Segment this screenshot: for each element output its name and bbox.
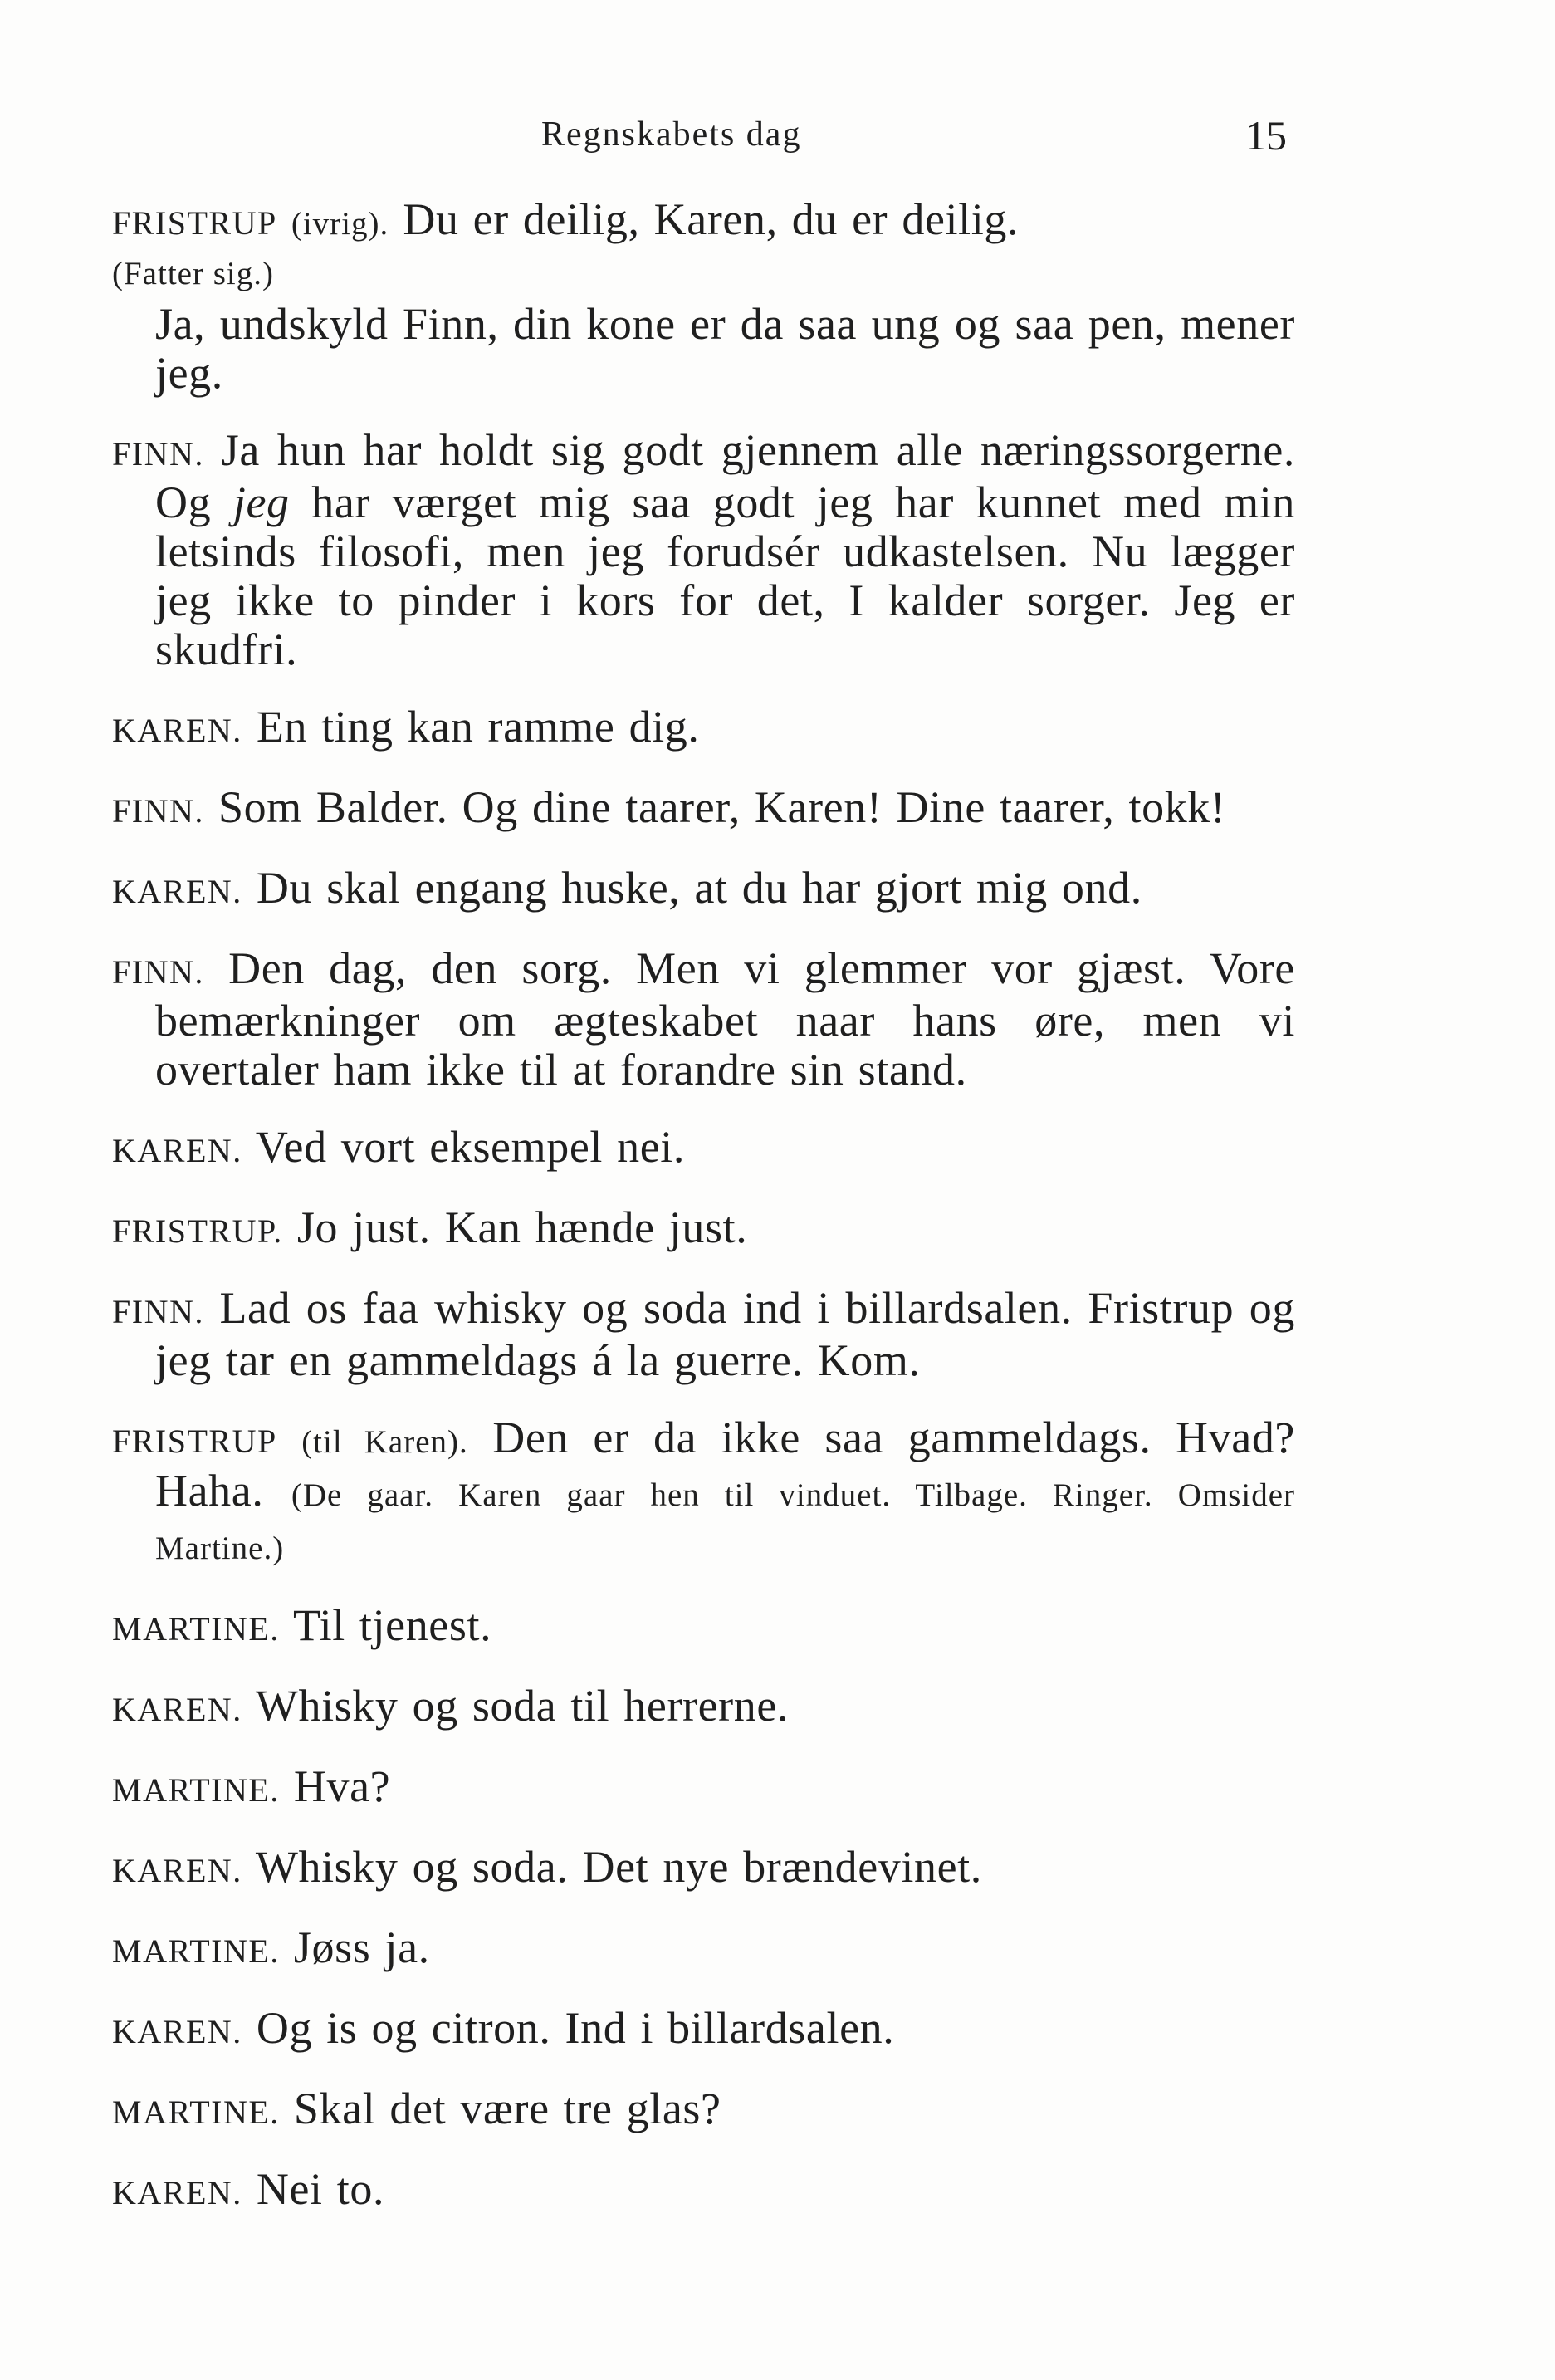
dialogue-text: Nei to. bbox=[256, 2164, 385, 2214]
dialogue-text: Whisky og soda til herrerne. bbox=[255, 1681, 790, 1731]
speaker-name: KAREN. bbox=[112, 2013, 242, 2050]
dialogue-line bbox=[112, 1682, 1295, 1734]
dialogue-text: Lad os faa whisky og soda ind i billardsalen. Fristrup og jeg tar en gammeldags á la guerre. Kom. bbox=[155, 1283, 1295, 1385]
dialogue-line bbox=[112, 1413, 1295, 1573]
speaker-name: FINN. bbox=[112, 1293, 204, 1330]
page-number: 15 bbox=[1245, 112, 1287, 159]
page-body bbox=[112, 195, 1295, 2217]
dialogue-line bbox=[112, 2084, 1295, 2137]
stage-direction: (De gaar. Karen gaar hen til vinduet. Tilbage. Ringer. Omsider Martine.) bbox=[155, 1477, 1296, 1566]
dialogue-line bbox=[112, 944, 1295, 1095]
speaker-name: FRISTRUP bbox=[112, 1423, 277, 1460]
dialogue-line bbox=[112, 2004, 1295, 2056]
dialogue-text: Whisky og soda. Det nye brændevinet. bbox=[255, 1842, 982, 1892]
speaker-name: FRISTRUP bbox=[112, 204, 277, 242]
emphasized-word: jeg bbox=[232, 477, 290, 527]
dialogue-text: har værget mig saa godt jeg har kunnet med min letsinds filosofi, men jeg forudsér udkastelsen. Nu lægger jeg ikke to pinder i kors for det, I kalder sorger. Jeg er skudfri. bbox=[155, 477, 1295, 674]
stage-direction: (til Karen). bbox=[301, 1424, 468, 1460]
speaker-name: MARTINE. bbox=[112, 1932, 280, 1970]
speaker-name: MARTINE. bbox=[112, 1610, 280, 1648]
dialogue-text: Du skal engang huske, at du har gjort mig ond. bbox=[256, 863, 1142, 913]
speaker-name: FRISTRUP. bbox=[112, 1212, 283, 1250]
dialogue-line bbox=[112, 195, 1295, 248]
dialogue-line bbox=[112, 426, 1295, 674]
stage-direction: (Fatter sig.) bbox=[112, 256, 274, 291]
dialogue-line bbox=[112, 864, 1295, 916]
dialogue-line bbox=[112, 1123, 1295, 1175]
speaker-name: FINN. bbox=[112, 435, 204, 473]
speaker-name: MARTINE. bbox=[112, 2094, 280, 2131]
dialogue-text: Og is og citron. Ind i billardsalen. bbox=[256, 2003, 895, 2053]
page-header bbox=[0, 112, 1555, 164]
dialogue-line bbox=[112, 2165, 1295, 2217]
dialogue-continuation: Ja, undskyld Finn, din kone er da saa ung og saa pen, mener jeg. bbox=[155, 299, 1295, 398]
speaker-name: KAREN. bbox=[112, 1691, 242, 1728]
speaker-name: KAREN. bbox=[112, 1132, 242, 1169]
dialogue-line bbox=[112, 703, 1295, 755]
speaker-name: KAREN. bbox=[112, 712, 242, 749]
speaker-name: KAREN. bbox=[112, 2174, 242, 2211]
dialogue-text: Jøss ja. bbox=[293, 1922, 430, 1972]
running-title: Regnskabets dag bbox=[541, 115, 802, 154]
dialogue-text: En ting kan ramme dig. bbox=[256, 702, 700, 752]
speaker-name: FINN. bbox=[112, 953, 204, 991]
dialogue-text: Den er da ikke saa gammeldags. Hvad? Haha. bbox=[155, 1413, 1295, 1516]
speaker-name: FINN. bbox=[112, 792, 204, 830]
dialogue-text: Du er deilig, Karen, du er deilig. bbox=[403, 194, 1020, 244]
dialogue-line bbox=[112, 1923, 1295, 1976]
dialogue-line bbox=[112, 1284, 1295, 1385]
dialogue-line bbox=[112, 1762, 1295, 1814]
dialogue-line bbox=[112, 1203, 1295, 1256]
dialogue-line bbox=[112, 1601, 1295, 1653]
dialogue-text: Som Balder. Og dine taarer, Karen! Dine taarer, tokk! bbox=[218, 782, 1226, 832]
dialogue-text: Jo just. Kan hænde just. bbox=[296, 1202, 748, 1252]
stage-direction: (ivrig). bbox=[291, 206, 389, 242]
dialogue-text: Ved vort eksempel nei. bbox=[255, 1122, 685, 1172]
speaker-name: MARTINE. bbox=[112, 1771, 280, 1809]
dialogue-text: Til tjenest. bbox=[292, 1600, 492, 1650]
dialogue-text: Skal det være tre glas? bbox=[293, 2084, 721, 2133]
dialogue-line bbox=[112, 783, 1295, 835]
dialogue-text: Den dag, den sorg. Men vi glemmer vor gjæst. Vore bemærkninger om ægteskabet naar hans øre, men vi overtaler ham ikke til at forandre sin stand. bbox=[155, 943, 1295, 1095]
dialogue-text: Hva? bbox=[293, 1761, 391, 1811]
speaker-name: KAREN. bbox=[112, 873, 242, 910]
dialogue-line bbox=[112, 1843, 1295, 1895]
dialogue-text: Ja hun har holdt sig godt gjennem alle næringssorgerne. Og bbox=[155, 425, 1295, 527]
speaker-name: KAREN. bbox=[112, 1852, 242, 1889]
